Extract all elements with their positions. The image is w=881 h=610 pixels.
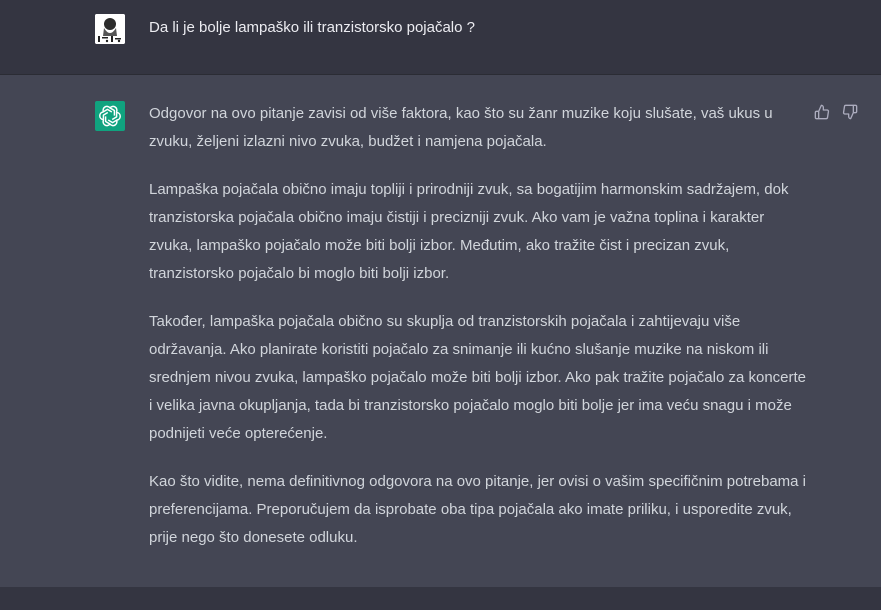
thumbs-down-button[interactable] xyxy=(841,103,859,121)
bottom-strip xyxy=(0,587,881,610)
thumbs-down-icon xyxy=(842,104,858,120)
user-avatar-icon xyxy=(95,14,125,44)
thumbs-up-icon xyxy=(814,104,830,120)
thumbs-up-button[interactable] xyxy=(813,103,831,121)
answer-paragraph: Odgovor na ovo pitanje zavisi od više faktora, kao što su žanr muzike koju slušate, vaš ukus u zvuku, željeni izlazni nivo zvuka, budžet i namjena pojačala. xyxy=(149,105,773,150)
assistant-message-row xyxy=(0,75,881,587)
user-message-row xyxy=(0,0,881,75)
openai-logo-icon xyxy=(99,105,121,127)
user-avatar xyxy=(95,14,125,44)
answer-paragraph: Lampaška pojačala obično imaju topliji i prirodniji zvuk, sa bogatijim harmonskim sadržajem, dok tranzistorska pojačala obično imaju čistiji i precizniji zvuk. Ako vam je važna toplina i karakter zvuka, lampaško pojačalo može biti bolji izbor. Međutim, ako tražite čist i precizan zvuk, tranzistorsko pojačalo bi moglo biti bolji izbor. xyxy=(149,181,789,282)
assistant-avatar xyxy=(95,101,125,131)
answer-paragraph: Kao što vidite, nema definitivnog odgovora na ovo pitanje, jer ovisi o vašim specifičnim potrebama i preferencijama. Preporučujem da isprobate oba tipa pojačala ako imate priliku, i usporedite zvuk, prije nego što donesete odluku. xyxy=(149,473,807,546)
answer-paragraph: Također, lampaška pojačala obično su skuplja od tranzistorskih pojačala i zahtijevaju više održavanja. Ako planirate koristiti pojačalo za snimanje ili kućno slušanje muzike na niskom ili srednjem nivou zvuka, lampaško pojačalo može biti bolji izbor. Ako pak tražite pojačalo za koncerte i velika javna okupljanja, tada bi tranzistorsko pojačalo moglo biti bolje jer ima veću snagu i može podnijeti veće opterećenje. xyxy=(149,313,807,442)
user-message-text: Da li je bolje lampaško ili tranzistorsko pojačalo ? xyxy=(149,19,475,36)
assistant-message-text xyxy=(149,100,809,572)
